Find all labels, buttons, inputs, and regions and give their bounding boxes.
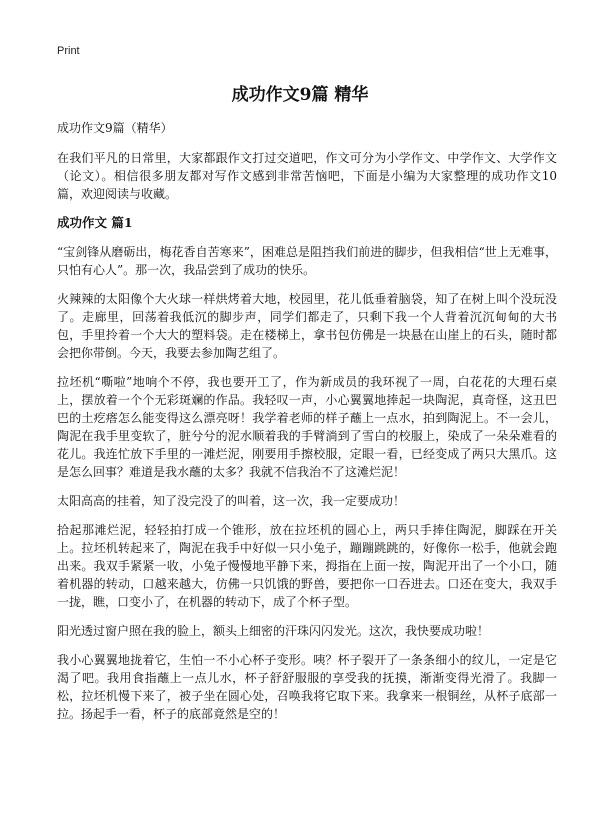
paragraph-5: 拾起那滩烂泥，轻轻拍打成一个锥形，放在拉坯机的圆心上，两只手捧住陶泥，脚踩在开关上。拉坯机转起来了，陶泥在我手中好似一只小兔子，蹦蹦跳跳的，好像你一松手，他就会跑出来。我双手紧紧一收，小兔子慢慢地平静下来，拇指在上面一按，陶泥开出了一个小口，随着机器的转动，口越来越大，仿佛一只饥饿的野兽，要把你一口吞进去。口还在变大，我双手一拢，瞧，口变小了，在机器的转动下，成了个杯子型。 xyxy=(57,523,557,609)
paragraph-1: “宝剑锋从磨砺出，梅花香自苦寒来”，困难总是阻挡我们前进的脚步，但我相信“世上无难事，只怕有心人”。那一次，我品尝到了成功的快乐。 xyxy=(57,245,557,277)
paragraph-6: 阳光透过窗户照在我的脸上，额头上细密的汗珠闪闪发光。这次，我快要成功啦！ xyxy=(57,624,490,638)
print-label: Print xyxy=(57,45,80,57)
paragraph-4: 太阳高高的挂着，知了没完没了的叫着，这一次，我一定要成功！ xyxy=(57,494,406,508)
document-body xyxy=(57,120,557,734)
paragraph-3: 拉坯机“嘶啦”地响个不停，我也要开工了，作为新成员的我环视了一周，白花花的大理石桌上，摆放着一个个无彩斑斓的作品。我轻叹一声，小心翼翼地捧起一块陶泥，真奇怪，这丑巴巴的土疙瘩怎么能变得这么漂亮呀！我学着老师的样子蘸上一点水，拍到陶泥上。不一会儿，陶泥在我手里变软了，脏兮兮的泥水顺着我的手臂淌到了雪白的校服上，染成了一朵朵难看的花儿。我连忙放下手里的一滩烂泥，刚要用手擦校服，定眼一看，已经变成了两只大黑爪。这是怎么回事？难道是我水蘸的太多？我就不信我治不了这滩烂泥！ xyxy=(57,375,557,479)
section-heading: 成功作文 篇1 xyxy=(57,215,133,230)
paragraph-2: 火辣辣的太阳像个大火球一样烘烤着大地，校园里，花儿低垂着脑袋，知了在树上叫个没玩没了。走廊里，回荡着我低沉的脚步声，同学们都走了，只剩下我一个人背着沉沉甸甸的大书包，手里拎着一个大大的塑料袋。走在楼梯上，拿书包仿佛是一块悬在山崖上的石头，随时都会把你带倒。今天，我要去参加陶艺组了。 xyxy=(57,292,557,360)
document-title: 成功作文9篇 精华 xyxy=(231,85,369,105)
paragraph-7: 我小心翼翼地拢着它，生怕一不小心杯子变形。咦？杯子裂开了一条条细小的纹儿，一定是它渴了吧。我用食指蘸上一点儿水，杯子舒舒服服的享受我的抚摸，渐渐变得光滑了。我脚一松，拉坯机慢下来了，被子坐在圆心处，召唤我将它取下来。我拿来一根铜丝，从杯子底部一拉。扬起手一看，杯子的底部竟然是空的！ xyxy=(57,653,557,721)
intro-paragraph: 在我们平凡的日常里，大家都跟作文打过交道吧，作文可分为小学作文、中学作文、大学作文（论文）。相信很多朋友都对写作文感到非常苦恼吧，下面是小编为大家整理的成功作文10篇，欢迎阅读与收藏。 xyxy=(57,151,557,201)
document-subtitle: 成功作文9篇（精华） xyxy=(57,121,173,135)
